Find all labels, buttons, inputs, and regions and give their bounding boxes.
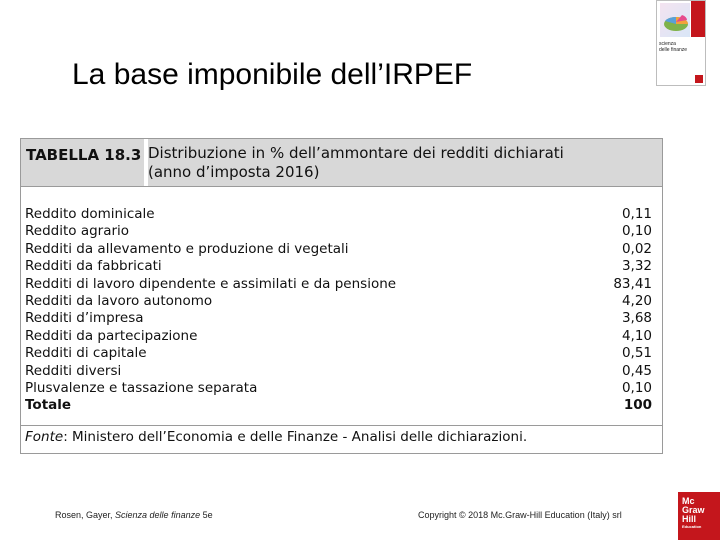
publisher-logo	[678, 492, 720, 540]
row-label: Redditi di lavoro dipendente e assimilati e da pensione	[25, 275, 397, 292]
footer-book-title: Scienza delle finanze	[115, 510, 201, 520]
row-value: 0,10	[621, 379, 652, 396]
footer-citation	[55, 510, 213, 520]
row-value: 3,32	[621, 258, 652, 275]
book-cover-thumbnail	[656, 0, 706, 86]
row-value: 4,20	[621, 292, 652, 309]
cover-art	[660, 3, 690, 37]
row-label: Redditi da fabbricati	[25, 258, 162, 275]
table-row	[25, 241, 652, 258]
cover-accent-strip	[691, 1, 705, 37]
table-row	[25, 206, 652, 223]
row-value: 0,45	[621, 362, 652, 379]
source-prefix: Fonte	[25, 429, 64, 445]
footer-copyright: Copyright © 2018 Mc.Graw-Hill Education (Italy) srl	[418, 510, 622, 520]
logo-line3: Hill	[682, 514, 697, 524]
row-label: Redditi da partecipazione	[25, 327, 198, 344]
logo-line4: Education	[682, 524, 702, 529]
table-row	[25, 363, 652, 380]
cover-title	[659, 41, 687, 53]
row-value: 0,51	[621, 345, 652, 362]
footer-authors: Rosen, Gayer,	[55, 510, 116, 520]
row-value: 0,11	[621, 206, 652, 222]
table-caption-line1: Distribuzione in % dell’ammontare dei redditi dichiarati	[148, 144, 564, 162]
cover-title-line2: delle finanze	[659, 47, 688, 53]
source-divider	[21, 425, 662, 426]
logo-line1: Mc	[682, 496, 695, 506]
table-row	[25, 293, 652, 310]
row-label: Reddito dominicale	[25, 206, 155, 222]
table-total-row	[25, 397, 652, 414]
table-caption-line2: (anno d’imposta 2016)	[148, 163, 320, 181]
table-row	[25, 310, 652, 327]
row-value: 3,68	[621, 310, 652, 327]
slide-title: La base imponibile dell’IRPEF	[72, 58, 473, 91]
source-text: : Ministero dell’Economia e delle Finanze - Analisi delle dichiarazioni.	[63, 429, 528, 445]
logo-line2: Graw	[682, 505, 705, 515]
total-label: Totale	[25, 397, 72, 414]
table-row	[25, 380, 652, 397]
table-header	[21, 139, 662, 187]
row-value: 83,41	[613, 275, 652, 292]
row-value: 0,02	[621, 240, 652, 257]
table-label: TABELLA 18.3	[26, 146, 142, 164]
row-label: Redditi da allevamento e produzione di vegetali	[25, 240, 349, 257]
table-row	[25, 223, 652, 240]
row-value: 4,10	[621, 327, 652, 344]
row-label: Redditi diversi	[25, 362, 122, 379]
table-row	[25, 345, 652, 362]
row-label: Redditi di capitale	[25, 345, 147, 362]
table-row	[25, 328, 652, 345]
row-label: Redditi d’impresa	[25, 310, 144, 327]
footer-edition: 5e	[200, 510, 213, 520]
table-body	[25, 206, 652, 415]
cover-publisher-logo	[695, 75, 703, 83]
table-row	[25, 276, 652, 293]
row-label: Redditi da lavoro autonomo	[25, 292, 213, 309]
cover-title-line1: scienza	[659, 41, 676, 47]
income-distribution-table	[20, 138, 663, 454]
pie-chart-icon	[662, 9, 690, 35]
table-row	[25, 258, 652, 275]
row-value: 0,10	[621, 223, 652, 240]
row-label: Plusvalenze e tassazione separata	[25, 379, 258, 396]
total-value: 100	[623, 397, 652, 414]
table-caption	[148, 144, 648, 182]
row-label: Reddito agrario	[25, 223, 130, 240]
table-source	[25, 429, 527, 445]
